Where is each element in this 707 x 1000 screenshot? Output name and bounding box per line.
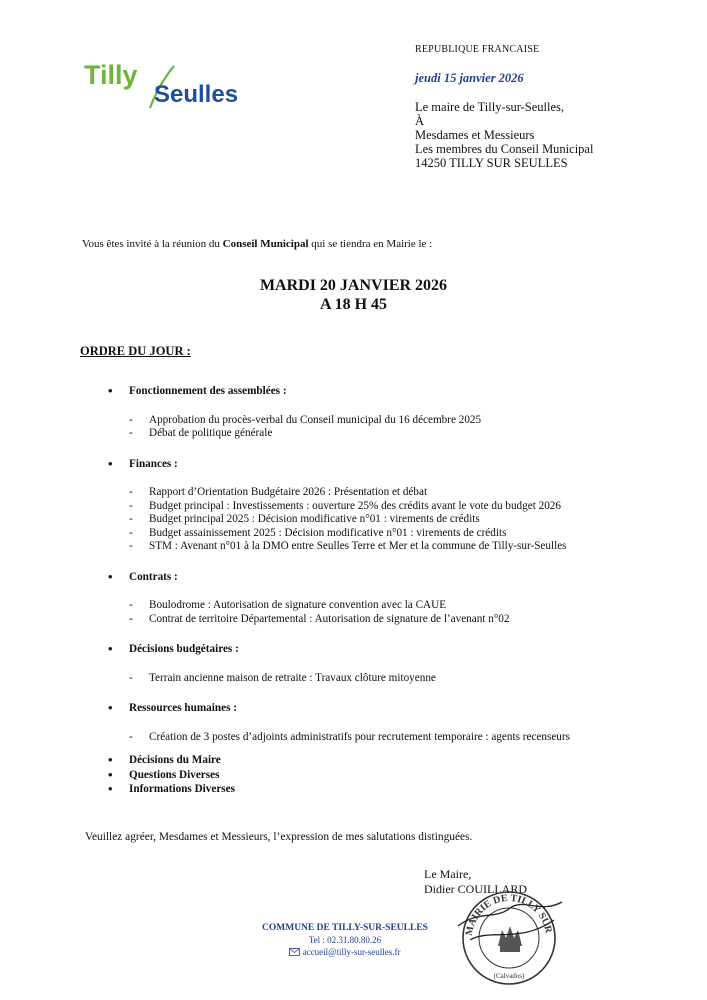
agenda-title: ORDRE DU JOUR : <box>80 344 191 358</box>
signatory-name: Didier COUILLARD <box>424 882 527 896</box>
meeting-time: A 18 H 45 <box>319 296 388 313</box>
agenda-misc <box>108 754 598 797</box>
closing-formula: Veuillez agréer, Mesdames et Messieurs, l’expression de mes salutations distinguées. <box>85 831 473 843</box>
envelope-icon <box>289 948 300 958</box>
email-link[interactable]: accueil@tilly-sur-seulles.fr <box>302 947 401 957</box>
official-seal <box>450 880 568 988</box>
agenda-section <box>108 385 598 441</box>
agenda-item: - STM : Avenant n°01 à la DMO entre Seulles Terre et Mer et la commune de Tilly-sur-Seulles <box>129 540 598 554</box>
letter-date: jeudi 15 janvier 2026 <box>415 71 524 85</box>
invitation-text: Vous êtes invité à la réunion du Conseil Municipal qui se tiendra en Mairie le : <box>82 238 433 250</box>
seal-text: MAIRIE DE TILLY SUR <box>463 892 554 937</box>
section-title: • Finances : <box>108 458 598 472</box>
section-title: • Décisions du Maire <box>108 754 598 768</box>
council-name: Conseil Municipal <box>222 238 309 250</box>
town-logo <box>84 58 264 118</box>
phone-number: Tel : 02.31.80.80.26 <box>308 935 382 945</box>
meeting-datetime <box>0 276 707 314</box>
address-line: Les membres du Conseil Municipal <box>415 142 594 156</box>
email-line <box>240 947 450 958</box>
seal-subtext: (Calvados) <box>493 972 525 980</box>
section-title: • Décisions budgétaires : <box>108 643 598 657</box>
footer-contact <box>240 923 450 958</box>
section-title: • Fonctionnement des assemblées : <box>108 385 598 399</box>
logo-word-tilly: Tilly <box>84 60 138 90</box>
country-name: REPUBLIQUE FRANCAISE <box>415 44 540 55</box>
meeting-date: MARDI 20 JANVIER 2026 <box>259 277 448 294</box>
agenda-section <box>108 458 598 554</box>
agenda-item: - Rapport d’Orientation Budgétaire 2026 : Présentation et débat <box>129 486 598 500</box>
agenda-item: - Budget assainissement 2025 : Décision modificative n°01 : virements de crédits <box>129 527 598 541</box>
agenda-section <box>108 643 598 685</box>
agenda-item: - Budget principal : Investissements : ouverture 25% des crédits avant le vote du budget 2026 <box>129 500 598 514</box>
section-title: • Informations Diverses <box>108 783 598 797</box>
section-title: • Questions Diverses <box>108 769 598 783</box>
address-line: Mesdames et Messieurs <box>415 128 535 142</box>
agenda-list <box>108 385 598 798</box>
address-line: À <box>415 114 425 128</box>
address-line: 14250 TILLY SUR SEULLES <box>415 156 568 170</box>
agenda-item: - Budget principal 2025 : Décision modificative n°01 : virements de crédits <box>129 513 598 527</box>
address-line: Le maire de Tilly-sur-Seulles, <box>415 100 565 114</box>
signatory-role: Le Maire, <box>424 867 472 881</box>
section-title: • Ressources humaines : <box>108 702 598 716</box>
agenda-section <box>108 702 598 744</box>
section-title: • Contrats : <box>108 571 598 585</box>
agenda-section <box>108 571 598 627</box>
agenda-item: - Terrain ancienne maison de retraite : Travaux clôture mitoyenne <box>129 672 598 686</box>
commune-name: COMMUNE DE TILLY-SUR-SEULLES <box>262 923 428 933</box>
agenda-item: - Création de 3 postes d’adjoints administratifs pour recrutement temporaire : agents recenseurs <box>129 731 598 745</box>
agenda-item: - Contrat de territoire Départemental : Autorisation de signature de l’avenant n°02 <box>129 613 598 627</box>
agenda-item: - Boulodrome : Autorisation de signature convention avec la CAUE <box>129 599 598 613</box>
agenda-item: - Débat de politique générale <box>129 427 598 441</box>
agenda-item: - Approbation du procès-verbal du Conseil municipal du 16 décembre 2025 <box>129 414 598 428</box>
recipient-address <box>415 100 593 170</box>
letter-header <box>415 42 593 170</box>
logo-word-seulles: Seulles <box>154 81 239 108</box>
